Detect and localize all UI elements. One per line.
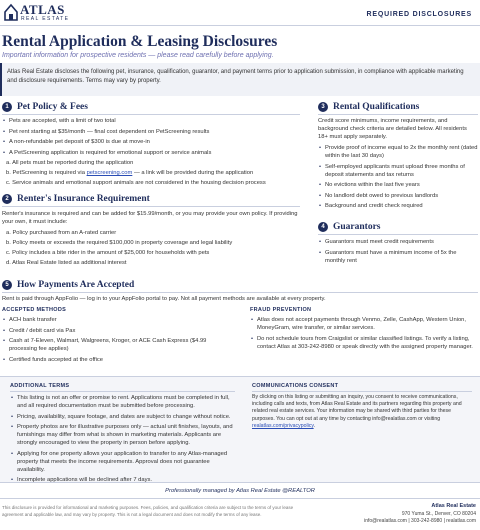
list-item: a. Policy purchased from an A-rated carrier [6,230,117,236]
divider [2,206,300,207]
footer-address: 970 Yuma St., Denver, CO 80204 [401,510,476,517]
divider [2,292,478,293]
consent-text [252,394,472,430]
section-number: 5 [2,280,12,290]
pet-sublist [6,159,306,189]
list-item: • This listing is not an offer or promise to rent. Applications must be completed in full, and all required documentation must be submitted before processing. [10,394,238,410]
section-title: Guarantors [333,222,381,232]
list-text: — a link will be provided during the application [132,170,254,176]
list-item: • Guarantors must have a minimum income of 5x the monthly rent [318,249,478,265]
list-item: • Atlas does not accept payments through Venmo, Zelle, CashApp, Western Union, MoneyGram, wire transfer, or similar services. [250,316,478,332]
divider [318,114,478,115]
logo-subtitle: REAL ESTATE [21,16,70,22]
section-qualifications-header [318,102,419,112]
list-item: • No evictions within the last five years [318,181,478,189]
section-number: 2 [2,194,12,204]
communications-consent-heading: COMMUNICATIONS CONSENT [252,383,339,389]
qualifications-text: Credit score minimums, income requirements, and background check criteria are detailed below. All residents 18+ must apply separately. [318,118,467,140]
payments-text: Rent is paid through AppFolio — log in to your AppFolio portal to pay. Not all payment methods are available at every property. [2,296,326,302]
list-item: • Guarantors must meet credit requirements [318,238,478,246]
pet-bullets [2,117,302,159]
header-bar [0,0,480,26]
atlas-logo[interactable] [4,2,74,24]
section-title: Renter's Insurance Requirement [17,194,150,204]
list-item [6,169,306,177]
list-text: b. PetScreening is required via [6,170,87,176]
list-item: b. Policy meets or exceeds the required $100,000 in property coverage and legal liability [6,240,233,246]
petscreening-link[interactable]: petscreening.com [86,170,133,176]
fraud-prevention-heading: FRAUD PREVENTION [250,307,312,313]
section-insurance-header [2,194,150,204]
logo-name: ATLAS [20,2,65,17]
divider [252,391,472,392]
list-item: c. Policy includes a bite rider in the amount of $25,000 for households with pets [6,250,210,256]
guarantors-bullets [318,238,478,267]
insurance-list [6,229,306,269]
section-number: 3 [318,102,328,112]
accepted-methods-heading: ACCEPTED METHODS [2,307,67,313]
intro-panel [0,63,480,96]
consent-end: . [313,422,316,429]
fraud-prevention-list [250,316,478,353]
list-item: • Pricing, availability, square footage, and dates are subject to change without notice. [10,413,238,421]
list-item: • Self-employed applicants must upload three months of deposit statements and tax returns [318,163,478,179]
section-payments-header [2,280,134,290]
section-title: Rental Qualifications [333,102,420,112]
intro-text: Atlas Real Estate discloses the following pet, insurance, qualification, guarantor, and payment terms prior to application submission, in compliance with applicable marketing and disclosure requirements. Terms may vary by property. [7,69,464,84]
section-number: 1 [2,102,12,112]
additional-terms-list [10,394,238,487]
section-pet-header [2,102,88,112]
accepted-methods-list [2,316,234,366]
document-label: REQUIRED DISCLOSURES [366,11,472,18]
list-item: • No landlord debt owed to previous landlords [318,192,478,200]
list-item: • Cash at 7-Eleven, Walmart, Walgreens, Kroger, or ACE Cash Express ($4.99 processing fee applies) [2,337,234,353]
section-number: 4 [318,222,328,232]
list-item: • Provide proof of income equal to 2x the monthly rent (dated within the last 30 days) [318,144,478,160]
insurance-text: Renter's insurance is required and can be added for $15.99/month, or you may provide your own policy. If providing your own, it must include: [2,211,298,225]
footer-divider [0,498,480,499]
qualifications-bullets [318,144,478,213]
list-item: • Incomplete applications will be declined after 7 days. [10,476,238,484]
consent-body: By clicking on this listing or submitting an inquiry, you consent to receive communications, including calls and texts, from Atlas Real Estate and its partners regarding this property and related real estate services. Your information may be shared with third parties for these purposes. You can opt out at any time by contacting info@realatlas.com or visiting [252,394,462,422]
list-item: • Applying for one property allows your application to transfer to any Atlas-managed property that meets the income requirements. Approval does not guarantee availability. [10,450,238,474]
list-item: • Certified funds accepted at the office [2,356,234,364]
divider [2,114,300,115]
list-item: • Do not schedule tours from Craigslist or similar classified listings. To verify a listing, contact Atlas at 303-242-8980 or speak directly with the assigned property manager. [250,335,478,351]
additional-terms-heading: ADDITIONAL TERMS [10,383,70,389]
footer-disclaimer: This disclosure is provided for informational and marketing purposes. Fees, policies, and qualification criteria are subject to the terms of your lease agreement and applicable law, and may vary by property. This is not a legal document and does not modify the terms of any lease. [2,505,294,517]
section-title: How Payments Are Accepted [17,280,135,290]
footer-contact-line[interactable]: info@realatlas.com | 303-242-8980 | realatlas.com [364,518,476,524]
list-item: • Property photos are for illustrative purposes only — actual unit finishes, layouts, and furnishings may differ from what is shown in marketing materials. Applicants are strongly encouraged to view the property in person before applying. [10,423,238,447]
divider [318,234,478,235]
section-guarantors-header [318,222,381,232]
list-item: d. Atlas Real Estate listed as additional interest [6,260,127,266]
list-item: • A non-refundable pet deposit of $300 is due at move-in [2,138,302,146]
list-item: a. All pets must be reported during the application [6,160,134,166]
footer-contact [364,503,476,526]
list-item: • Credit / debit card via Pax [2,327,234,335]
divider [10,391,235,392]
list-item: • ACH bank transfer [2,316,234,324]
page-subtitle: Important information for prospective residents — please read carefully before applying. [2,52,274,59]
list-item: • Pets are accepted, with a limit of two total [2,117,302,125]
managed-by-line: Professionally managed by Atlas Real Estate @REALTOR [165,488,315,494]
list-item: c. Service animals and emotional support animals are not considered in the housing decision process [6,180,266,186]
page-title: Rental Application & Leasing Disclosures [2,33,278,50]
list-item: • A PetScreening application is required for emotional support or service animals [2,149,302,157]
privacy-policy-link[interactable]: realatlas.com/privacypolicy [252,422,314,429]
section-title: Pet Policy & Fees [17,102,88,112]
house-icon [4,3,18,21]
footer-company: Atlas Real Estate [431,503,476,509]
list-item: • Pet rent starting at $35/month — final cost dependent on PetScreening results [2,128,302,136]
list-item: • Background and credit check required [318,202,478,210]
notice-panel [0,376,480,483]
